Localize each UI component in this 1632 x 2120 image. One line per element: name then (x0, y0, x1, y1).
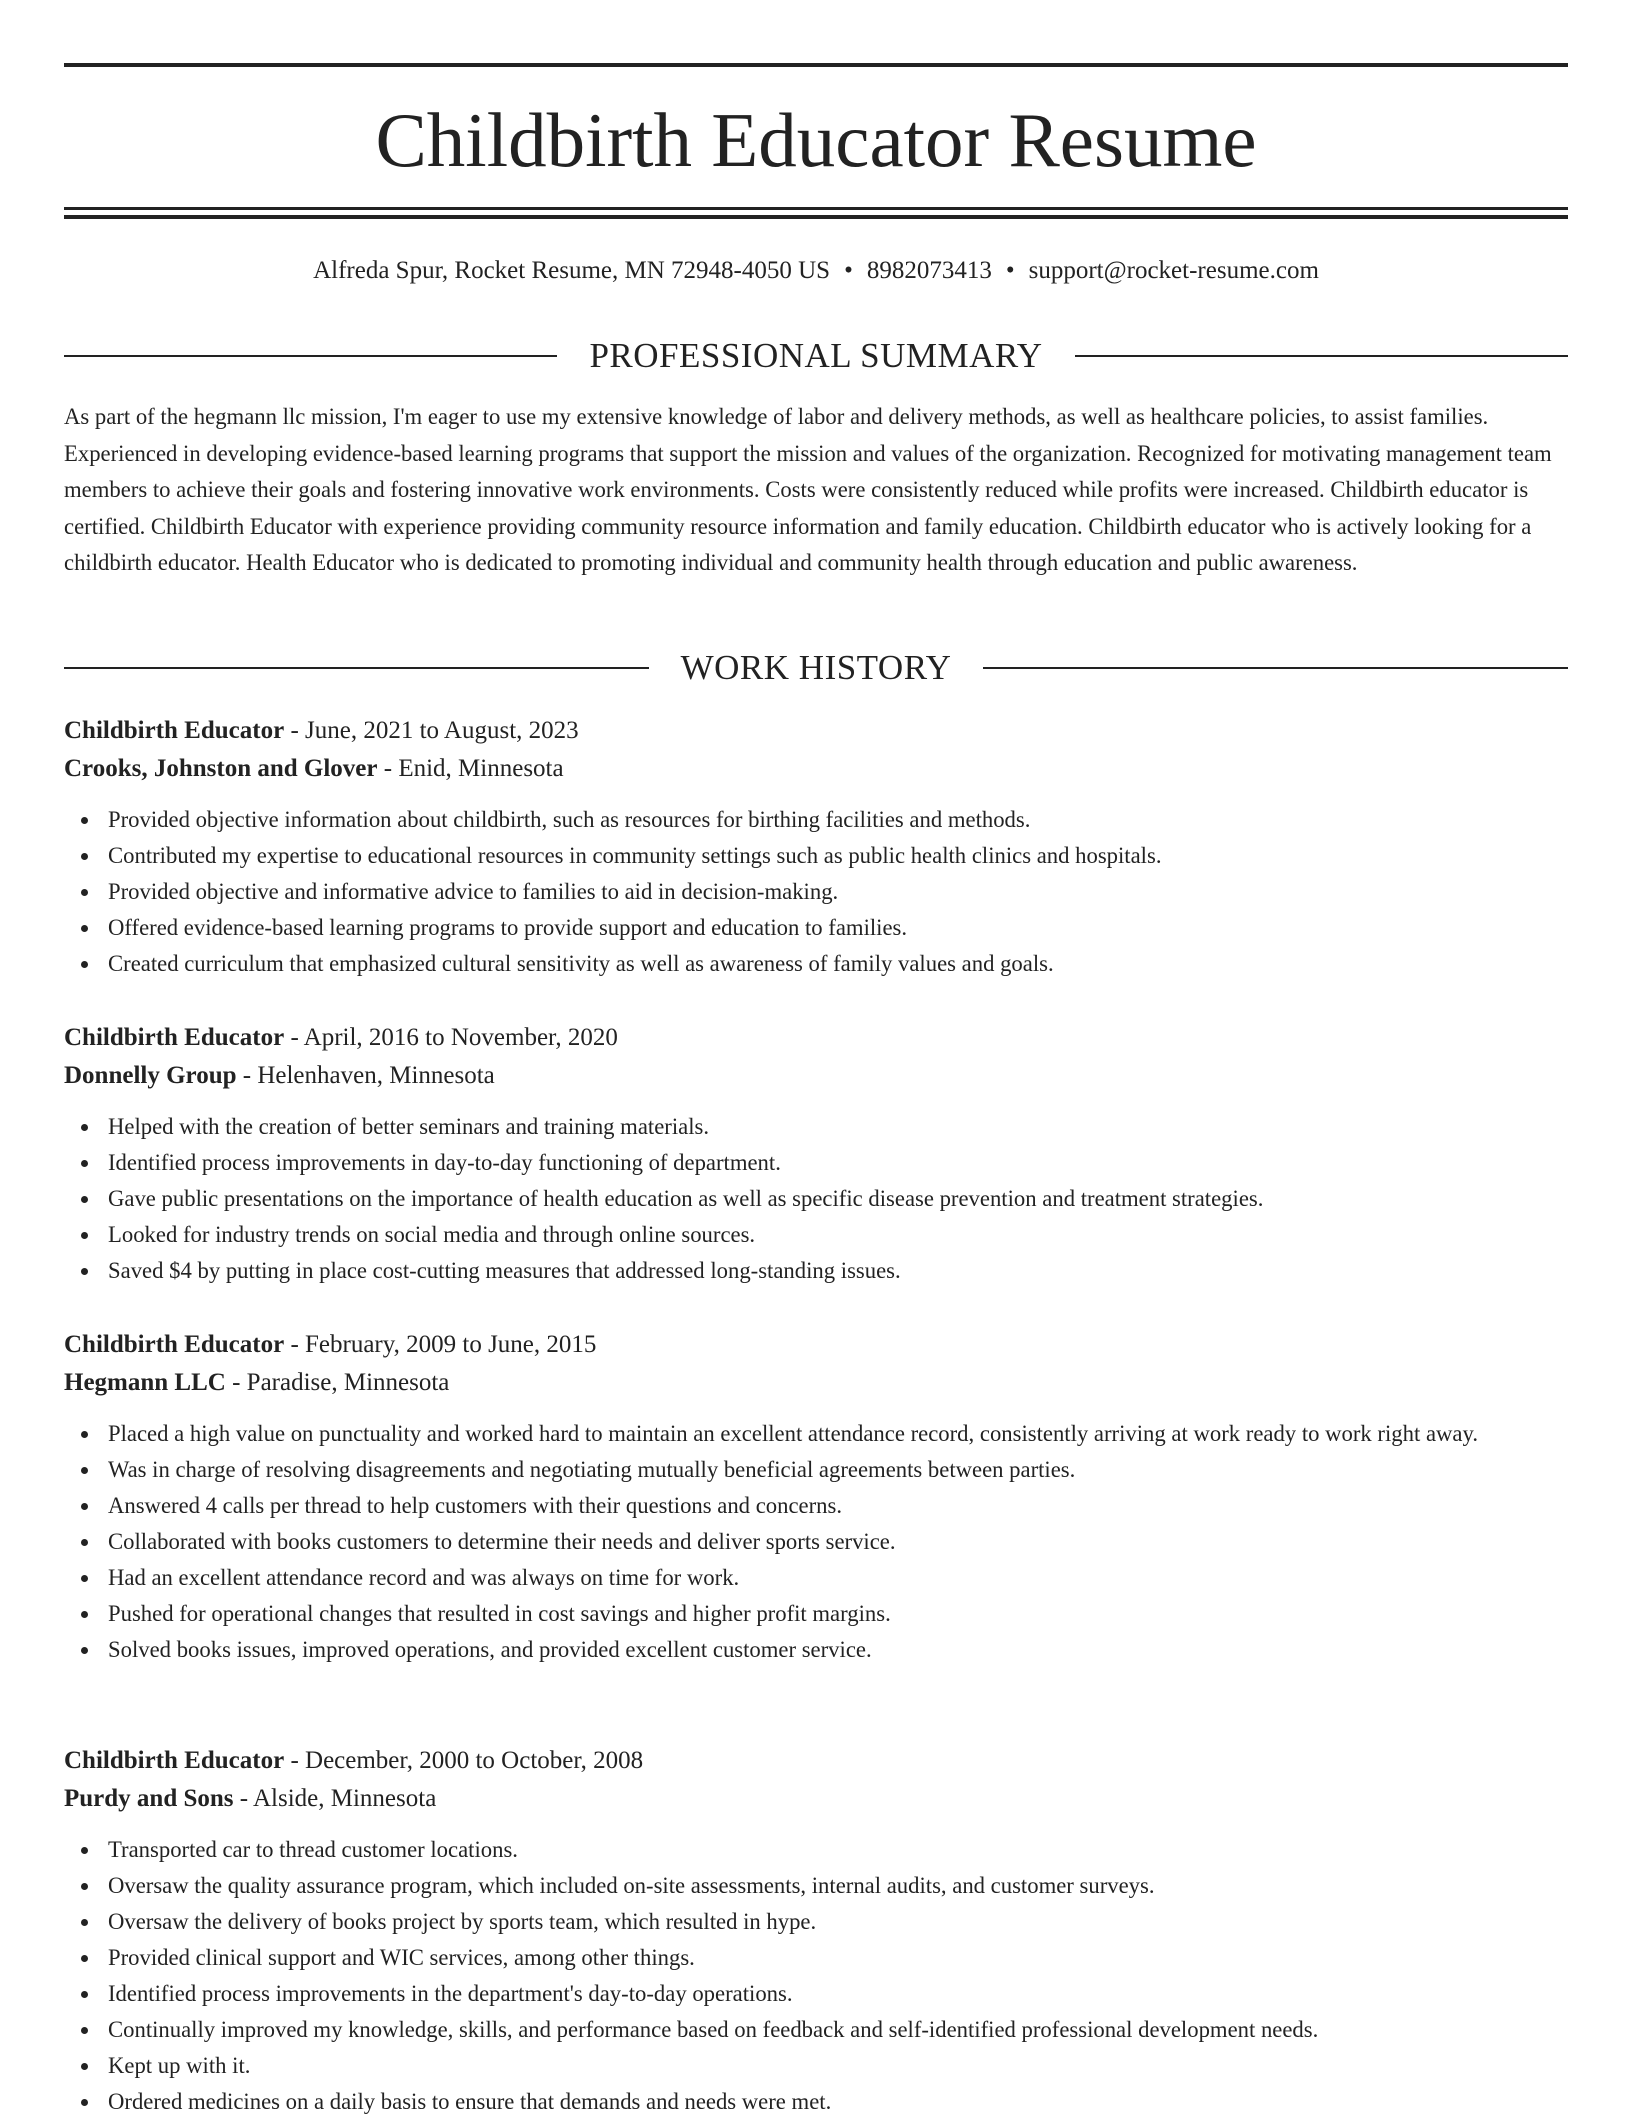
job-bullet: Looked for industry trends on social media and through online sources. (108, 1217, 1568, 1253)
job-company: Donnelly Group (64, 1062, 237, 1089)
job-location: - Enid, Minnesota (377, 755, 564, 782)
job-bullet: Oversaw the quality assurance program, which included on-site assessments, internal audits, and customer surveys. (108, 1868, 1568, 1904)
job-dates: - February, 2009 to June, 2015 (284, 1331, 597, 1358)
summary-heading (64, 336, 1568, 376)
heading-rule-right (1075, 355, 1568, 357)
job-bullets (64, 1832, 1568, 2120)
contact-email: support@rocket-resume.com (1028, 257, 1319, 284)
job-bullet: Provided objective and informative advice to families to aid in decision-making. (108, 874, 1568, 910)
job-bullet: Helped with the creation of better seminars and training materials. (108, 1109, 1568, 1145)
job-role-line (64, 1019, 1568, 1057)
job-bullet: Identified process improvements in the department's day-to-day operations. (108, 1976, 1568, 2012)
job-location: - Helenhaven, Minnesota (236, 1062, 495, 1089)
job-bullet: Answered 4 calls per thread to help customers with their questions and concerns. (108, 1488, 1568, 1524)
job-bullet: Provided clinical support and WIC services, among other things. (108, 1940, 1568, 1976)
heading-rule-right (983, 667, 1568, 669)
job-company: Purdy and Sons (64, 1785, 234, 1812)
contact-address: Alfreda Spur, Rocket Resume, MN 72948-4050 US (313, 257, 831, 284)
job-title: Childbirth Educator (64, 1331, 285, 1358)
job-bullet: Saved $4 by putting in place cost-cutting measures that addressed long-standing issues. (108, 1253, 1568, 1289)
job-bullet: Created curriculum that emphasized cultural sensitivity as well as awareness of family values and goals. (108, 946, 1568, 982)
contact-separator: • (844, 257, 853, 284)
job-bullet: Kept up with it. (108, 2048, 1568, 2084)
job-bullet: Placed a high value on punctuality and worked hard to maintain an excellent attendance record, consistently arriving at work ready to work right away. (108, 1416, 1568, 1452)
job-dates: - June, 2021 to August, 2023 (284, 717, 579, 744)
job-bullet: Transported car to thread customer locations. (108, 1832, 1568, 1868)
work-history-heading (64, 648, 1568, 688)
job-bullet: Continually improved my knowledge, skills, and performance based on feedback and self-identified professional development needs. (108, 2012, 1568, 2048)
job-title: Childbirth Educator (64, 717, 285, 744)
job-bullet: Provided objective information about childbirth, such as resources for birthing facilities and methods. (108, 802, 1568, 838)
job-title: Childbirth Educator (64, 1747, 285, 1774)
job-title: Childbirth Educator (64, 1024, 285, 1051)
job-entry (64, 1326, 1568, 1668)
job-company-line (64, 750, 1568, 788)
contact-separator: • (1005, 257, 1015, 284)
job-bullets (64, 1416, 1568, 1668)
job-bullet: Was in charge of resolving disagreements and negotiating mutually beneficial agreements between parties. (108, 1452, 1568, 1488)
job-company: Crooks, Johnston and Glover (64, 755, 378, 782)
job-entry (64, 1019, 1568, 1289)
job-bullet: Oversaw the delivery of books project by sports team, which resulted in hype. (108, 1904, 1568, 1940)
job-entry (64, 712, 1568, 982)
job-location: - Alside, Minnesota (233, 1785, 437, 1812)
job-bullet: Ordered medicines on a daily basis to ensure that demands and needs were met. (108, 2084, 1568, 2120)
heading-rule-left (64, 355, 557, 357)
job-bullet: Identified process improvements in day-to-day functioning of department. (108, 1145, 1568, 1181)
resume-title: Childbirth Educator Resume (375, 97, 1257, 183)
title-rule-upper (64, 207, 1568, 210)
job-bullet: Contributed my expertise to educational resources in community settings such as public health clinics and hospitals. (108, 838, 1568, 874)
heading-rule-left (64, 667, 649, 669)
job-role-line (64, 1326, 1568, 1364)
summary-text: As part of the hegmann llc mission, I'm eager to use my extensive knowledge of labor and delivery methods, as well as healthcare policies, to assist families. Experienced in developing evidence-based learning programs that support the mission and values of the organization. Recognized for motivating management team members to achieve their goals and fostering innovative work environments. Costs were consistently reduced while profits were increased. Childbirth educator is certified. Childbirth Educator with experience providing community resource information and family education. Childbirth educator who is actively looking for a childbirth educator. Health Educator who is dedicated to promoting individual and community health through education and public awareness. (64, 404, 1552, 575)
contact-line (64, 254, 1568, 288)
job-bullet: Collaborated with books customers to determine their needs and deliver sports service. (108, 1524, 1568, 1560)
job-entry (64, 1742, 1568, 2120)
job-company-line (64, 1780, 1568, 1818)
job-location: - Paradise, Minnesota (225, 1369, 450, 1396)
job-bullet: Offered evidence-based learning programs to provide support and education to families. (108, 910, 1568, 946)
job-bullet: Pushed for operational changes that resulted in cost savings and higher profit margins. (108, 1596, 1568, 1632)
job-bullet: Gave public presentations on the importance of health education as well as specific disease prevention and treatment strategies. (108, 1181, 1568, 1217)
job-dates: - December, 2000 to October, 2008 (284, 1747, 644, 1774)
job-bullet: Solved books issues, improved operations, and provided excellent customer service. (108, 1632, 1568, 1668)
job-bullets (64, 1109, 1568, 1289)
job-bullets (64, 802, 1568, 982)
title-rule-lower (64, 215, 1568, 219)
job-dates: - April, 2016 to November, 2020 (284, 1024, 618, 1051)
work-history-heading-label: WORK HISTORY (680, 648, 952, 687)
summary-heading-label: PROFESSIONAL SUMMARY (589, 336, 1043, 375)
job-role-line (64, 1742, 1568, 1780)
job-bullet: Had an excellent attendance record and was always on time for work. (108, 1560, 1568, 1596)
job-company-line (64, 1364, 1568, 1402)
contact-phone: 8982073413 (866, 257, 992, 284)
job-role-line (64, 712, 1568, 750)
job-company-line (64, 1057, 1568, 1095)
top-rule (64, 63, 1568, 67)
job-company: Hegmann LLC (64, 1369, 226, 1396)
